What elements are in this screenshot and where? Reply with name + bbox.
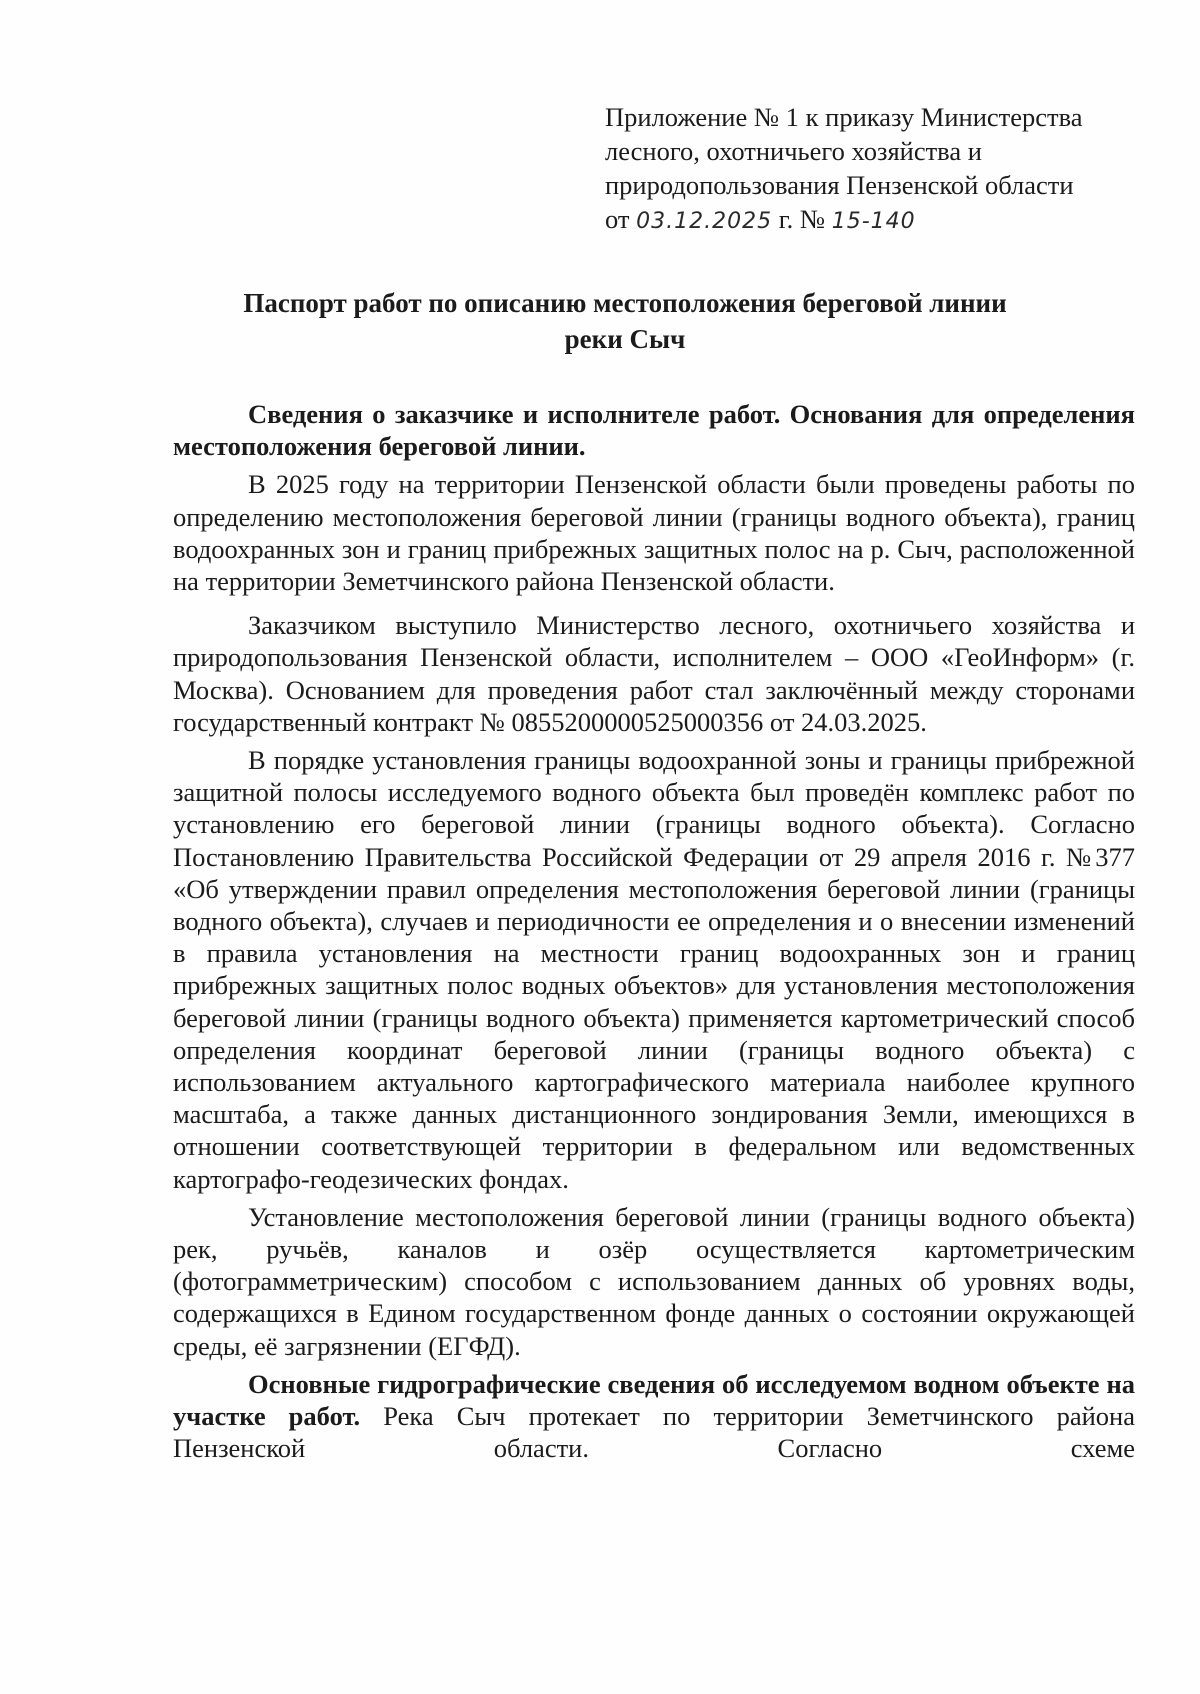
- handwritten-order-number: 15-140: [831, 209, 916, 234]
- document-body: [173, 398, 1135, 1465]
- paragraph-customer: Заказчиком выступило Министерство лесного, охотничьего хозяйства и природопользования Пензенской области, исполнителем – ООО «ГеоИнформ» (г. Москва). Основанием для проведения работ стал заключённый между сторонами государственный контракт № 0855200000525000356 от 24.03.2025.: [173, 610, 1135, 737]
- paragraph-procedure: В порядке установления границы водоохранной зоны и границы прибрежной защитной полосы исследуемого водного объекта был проведён комплекс работ по установлению его береговой линии (границы водного объекта). Согласно Постановлению Правительства Российской Федерации от 29 апреля 2016 г. №377 «Об утверждении правил определения местоположения береговой линии (границы водного объекта), случаев и периодичности ее определения и о внесении изменений в правила установления на местности границ водоохранных зон и границ прибрежных защитных полос водных объектов» для установления местоположения береговой линии (границы водного объекта) применяется картометрический способ определения координат береговой линии (границы водного объекта) с использованием актуального картографического материала наиболее крупного масштаба, а также данных дистанционного зондирования Земли, имеющихся в отношении соответствующей территории в федеральном или ведомственных картографо-геодезических фондах.: [173, 745, 1135, 1194]
- title-line-2: реки Сыч: [564, 324, 686, 354]
- paragraph-works: В 2025 году на территории Пензенской области были проведены работы по определению местоположения береговой линии (границы водного объекта), границ водоохранных зон и границ прибрежных защитных полос на р. Сыч, расположенной на территории Земетчинского района Пензенской области.: [173, 469, 1135, 597]
- paragraph-method: Установление местоположения береговой линии (границы водного объекта) рек, ручьёв, каналов и озёр осуществляется картометрическим (фотограмметрическим) способом с использованием данных об уровнях воды, содержащихся в Едином государственном фонде данных о состоянии окружающей среды, её загрязнении (ЕГФД).: [173, 1201, 1135, 1361]
- document-title: [170, 285, 1080, 357]
- appendix-line-3: природопользования Пензенской области: [605, 170, 1074, 200]
- title-line-1: Паспорт работ по описанию местоположения береговой линии: [243, 288, 1007, 318]
- paragraph-hydrography: [173, 1368, 1135, 1465]
- section-heading-hydrography: Основные гидрографические сведения об исследуемом водном объекте на участке работ.: [173, 1368, 1135, 1432]
- appendix-line-2: лесного, охотничьего хозяйства и: [605, 136, 982, 166]
- handwritten-date: 03.12.2025: [636, 209, 773, 234]
- date-prefix: от: [605, 204, 630, 234]
- appendix-header: [605, 100, 1145, 239]
- hydrography-text: Река Сыч протекает по территории Земетчинского района Пензенской области. Согласно схеме: [173, 1401, 1135, 1464]
- appendix-line-1: Приложение № 1 к приказу Министерства: [605, 102, 1083, 132]
- appendix-line-4: [605, 202, 1145, 239]
- date-suffix: г. №: [778, 204, 826, 234]
- section-heading-customer: Сведения о заказчике и исполнителе работ. Основания для определения местоположения береговой линии.: [173, 399, 1135, 462]
